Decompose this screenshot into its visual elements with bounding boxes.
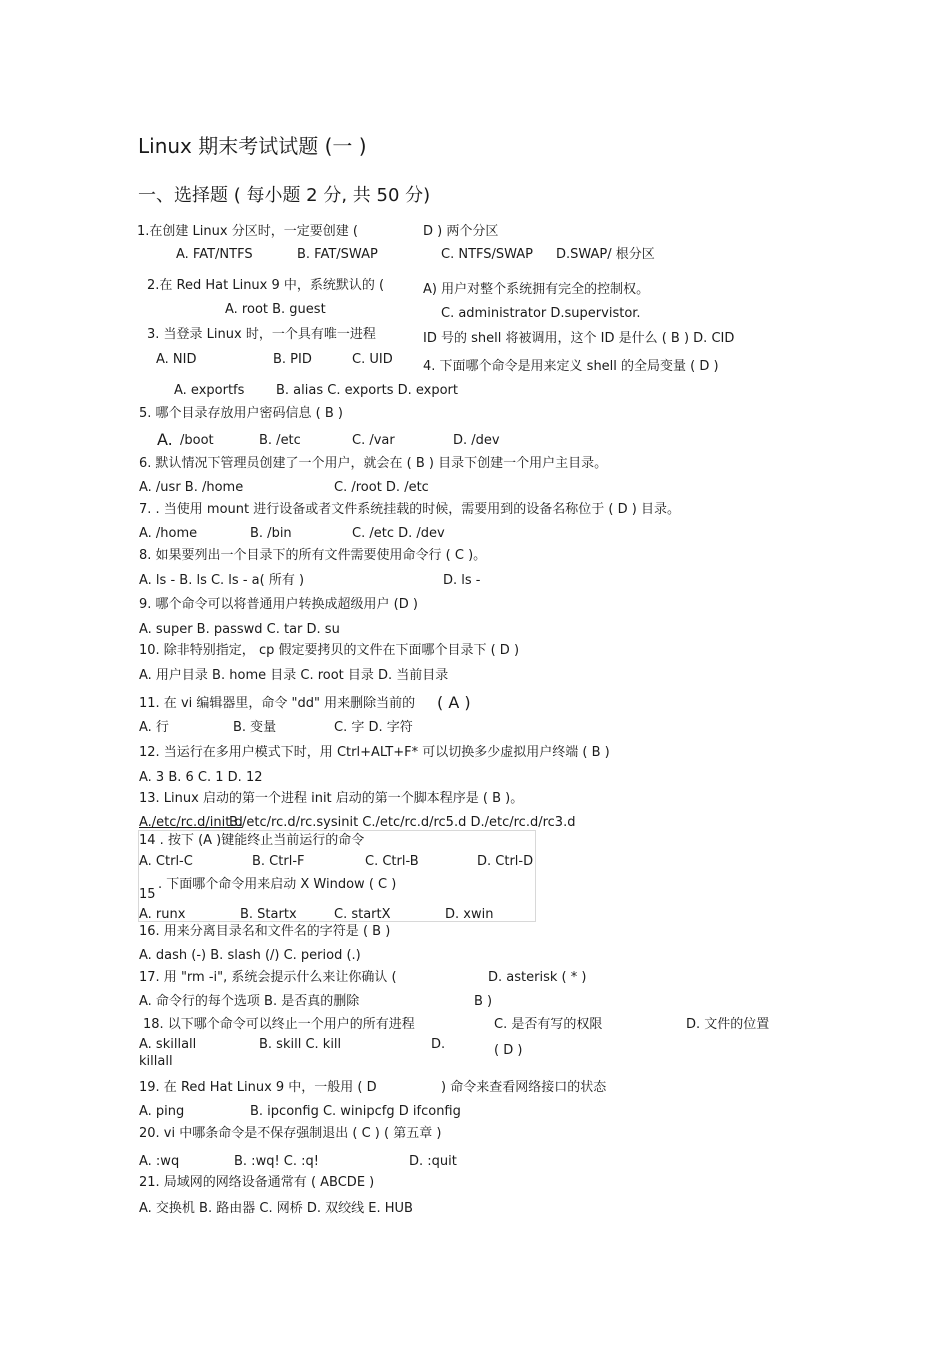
q3-option-b: B. PID bbox=[273, 352, 312, 367]
q2-options-ab: A. root B. guest bbox=[225, 302, 326, 317]
q5-option-a: /boot bbox=[180, 433, 214, 448]
q5-option-c: C. /var bbox=[352, 433, 395, 448]
q6-options-cd: C. /root D. /etc bbox=[334, 480, 429, 495]
question-9: 9. 哪个命令可以将普通用户转换成超级用户 (D ) bbox=[139, 597, 418, 612]
q11-options-cd: C. 字 D. 字符 bbox=[334, 720, 413, 735]
q20-options-bc: B. :wq! C. :q! bbox=[234, 1154, 319, 1169]
question-19-rest: ) 命令来查看网络接口的状态 bbox=[441, 1080, 607, 1095]
q14-option-c: C. Ctrl-B bbox=[365, 854, 419, 869]
q12-options: A. 3 B. 6 C. 1 D. 12 bbox=[139, 770, 263, 785]
question-2: 2.在 Red Hat Linux 9 中，系统默认的 ( bbox=[147, 278, 385, 293]
q7-options-cd: C. /etc D. /dev bbox=[352, 526, 445, 541]
question-18: 18. 以下哪个命令可以终止一个用户的所有进程 bbox=[143, 1017, 415, 1032]
q13-option-a: A./etc/rc.d/init.d bbox=[139, 815, 243, 830]
q4-option-a: A. exportfs bbox=[174, 383, 245, 398]
question-11: 11. 在 vi 编辑器里，命令 "dd" 用来删除当前的 bbox=[139, 696, 416, 711]
q7-option-a: A. /home bbox=[139, 526, 198, 541]
q11-option-a: A. 行 bbox=[139, 720, 169, 735]
question-16: 16. 用来分离目录名和文件名的字符是 ( B ) bbox=[139, 924, 391, 939]
section-heading: 一、选择题 ( 每小题 2 分, 共 50 分) bbox=[138, 185, 431, 206]
q5-option-d: D. /dev bbox=[453, 433, 500, 448]
question-18-answer: ( D ) bbox=[494, 1043, 523, 1058]
question-1: 1.在创建 Linux 分区时，一定要创建 ( bbox=[137, 224, 358, 239]
q3-option-a: A. NID bbox=[156, 352, 197, 367]
q17-option-d-location: D. 文件的位置 bbox=[686, 1017, 770, 1032]
q3-option-c: C. UID bbox=[352, 352, 393, 367]
question-1-answer: D ) 两个分区 bbox=[423, 224, 499, 239]
q14-option-d: D. Ctrl-D bbox=[477, 854, 534, 869]
question-8: 8. 如果要列出一个目录下的所有文件需要使用命令行 ( C )。 bbox=[139, 548, 487, 563]
q18-option-d-label: D. bbox=[431, 1037, 446, 1052]
q1-option-d: D.SWAP/ 根分区 bbox=[556, 247, 655, 262]
question-3-text: ID 号的 shell 将被调用，这个 ID 是什么 ( B ) D. CID bbox=[423, 331, 735, 346]
q6-options-ab: A. /usr B. /home bbox=[139, 480, 244, 495]
q15-option-d: D. xwin bbox=[445, 907, 494, 922]
question-17: 17. 用 "rm -i", 系统会提示什么来让你确认 ( bbox=[139, 970, 397, 985]
q7-option-b: B. /bin bbox=[250, 526, 292, 541]
q1-option-c: C. NTFS/SWAP bbox=[441, 247, 534, 262]
q9-options: A. super B. passwd C. tar D. su bbox=[139, 622, 340, 637]
question-17-answer: B ) bbox=[474, 994, 493, 1009]
q20-option-d: D. :quit bbox=[409, 1154, 457, 1169]
q18-option-a: A. skillall bbox=[139, 1037, 197, 1052]
q14-option-a: A. Ctrl-C bbox=[139, 854, 193, 869]
page-title: Linux 期末考试试题 (一 ) bbox=[138, 134, 367, 158]
question-14: 14 . 按下 (A )键能终止当前运行的命令 bbox=[139, 833, 365, 848]
q8-options-abc: A. ls - B. ls C. ls - a( 所有 ) bbox=[139, 573, 305, 588]
question-19: 19. 在 Red Hat Linux 9 中，一般用 ( D bbox=[139, 1080, 377, 1095]
question-15-number: 15 bbox=[139, 887, 156, 902]
q16-options: A. dash (-) B. slash (/) C. period (.) bbox=[139, 948, 361, 963]
q2-options-cd: C. administrator D.supervistor. bbox=[441, 306, 641, 321]
question-6: 6. 默认情况下管理员创建了一个用户，就会在 ( B ) 目录下创建一个用户主目录。 bbox=[139, 456, 608, 471]
q17-options-ab: A. 命令行的每个选项 B. 是否真的删除 bbox=[139, 994, 360, 1009]
q1-option-b: B. FAT/SWAP bbox=[297, 247, 378, 262]
question-21: 21. 局域网的网络设备通常有 ( ABCDE ) bbox=[139, 1175, 375, 1190]
q5-option-b: B. /etc bbox=[259, 433, 301, 448]
q11-option-b: B. 变量 bbox=[233, 720, 277, 735]
q17-option-d: D. asterisk ( * ) bbox=[488, 970, 587, 985]
q8-option-d: D. ls - bbox=[443, 573, 481, 588]
q1-option-a: A. FAT/NTFS bbox=[176, 247, 253, 262]
q4-options-bcd: B. alias C. exports D. export bbox=[276, 383, 458, 398]
question-15: . 下面哪个命令用来启动 X Window ( C ) bbox=[158, 877, 397, 892]
q14-option-b: B. Ctrl-F bbox=[252, 854, 305, 869]
q19-options-bcd: B. ipconfig C. winipcfg D ifconfig bbox=[250, 1104, 461, 1119]
question-12: 12. 当运行在多用户模式下时，用 Ctrl+ALT+F* 可以切换多少虚拟用户终端 ( B ) bbox=[139, 745, 610, 760]
q15-option-b: B. Startx bbox=[240, 907, 297, 922]
q15-option-c: C. startX bbox=[334, 907, 391, 922]
q20-option-a: A. :wq bbox=[139, 1154, 180, 1169]
question-13: 13. Linux 启动的第一个进程 init 启动的第一个脚本程序是 ( B )。 bbox=[139, 791, 524, 806]
q18-option-d: killall bbox=[139, 1054, 173, 1069]
question-4: 4. 下面哪个命令是用来定义 shell 的全局变量 ( D ) bbox=[423, 359, 719, 374]
question-10: 10. 除非特别指定， cp 假定要拷贝的文件在下面哪个目录下 ( D ) bbox=[139, 643, 520, 658]
question-20: 20. vi 中哪条命令是不保存强制退出 ( C ) ( 第五章 ) bbox=[139, 1126, 442, 1141]
question-11-answer: ( A ) bbox=[437, 693, 471, 712]
q10-options: A. 用户目录 B. home 目录 C. root 目录 D. 当前目录 bbox=[139, 668, 449, 683]
question-2-text: A) 用户对整个系统拥有完全的控制权。 bbox=[423, 282, 650, 297]
q5-option-a-label: A. bbox=[157, 430, 173, 449]
question-3: 3. 当登录 Linux 时，一个具有唯一进程 bbox=[147, 327, 376, 342]
q13-options-bcd: B./etc/rc.d/rc.sysinit C./etc/rc.d/rc5.d D./etc/rc.d/rc3.d bbox=[229, 815, 576, 830]
q19-option-a: A. ping bbox=[139, 1104, 185, 1119]
q21-options: A. 交换机 B. 路由器 C. 网桥 D. 双绞线 E. HUB bbox=[139, 1201, 413, 1216]
q18-options-bc: B. skill C. kill bbox=[259, 1037, 342, 1052]
q15-option-a: A. runx bbox=[139, 907, 186, 922]
question-5: 5. 哪个目录存放用户密码信息 ( B ) bbox=[139, 406, 343, 421]
q17-option-c: C. 是否有写的权限 bbox=[494, 1017, 603, 1032]
question-7: 7. . 当使用 mount 进行设备或者文件系统挂载的时候，需要用到的设备名称位于 ( D ) 目录。 bbox=[139, 502, 680, 517]
